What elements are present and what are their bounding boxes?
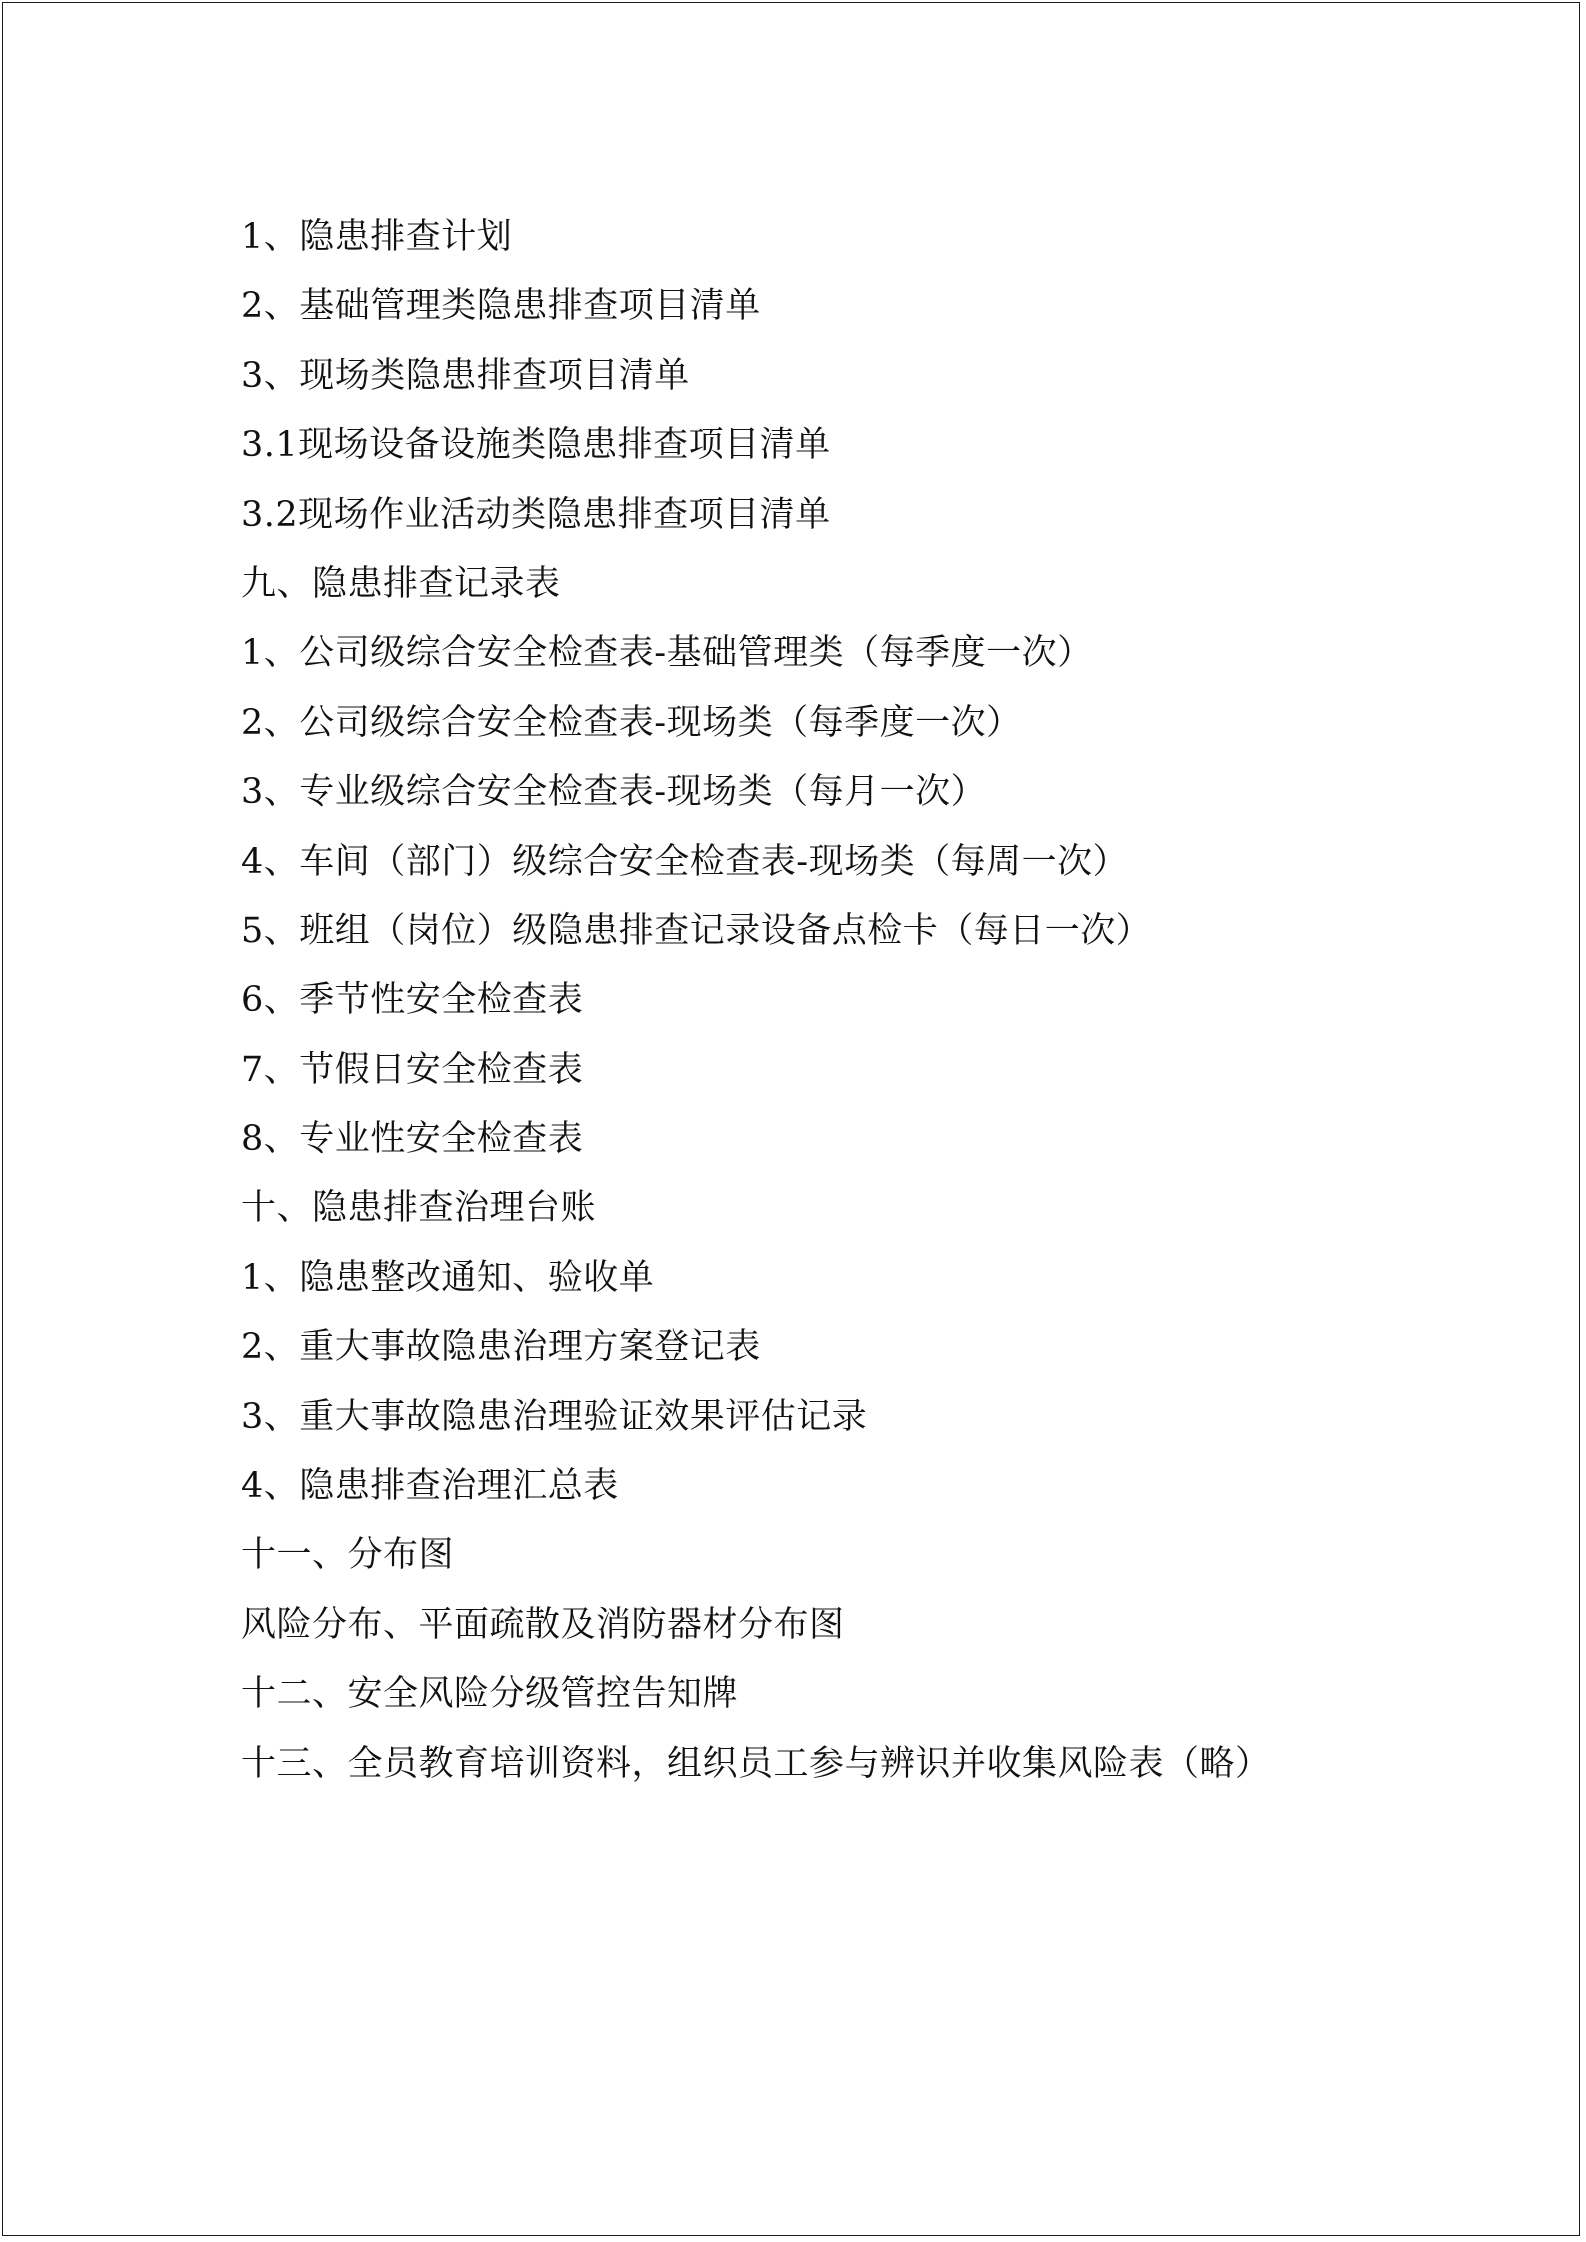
list-item: 2、公司级综合安全检查表-现场类（每季度一次）	[241, 702, 1022, 743]
document-body	[241, 203, 1519, 1799]
list-item: 3.2现场作业活动类隐患排查项目清单	[241, 494, 831, 535]
list-item: 3.1现场设备设施类隐患排查项目清单	[241, 425, 831, 466]
section-heading: 十、隐患排查治理台账	[241, 1188, 597, 1229]
list-item: 8、专业性安全检查表	[241, 1119, 584, 1160]
section-heading: 十一、分布图	[241, 1535, 455, 1576]
page	[2, 2, 1580, 2236]
section-heading: 十二、安全风险分级管控告知牌	[241, 1674, 739, 1715]
list-item: 2、基础管理类隐患排查项目清单	[241, 286, 761, 327]
section-heading: 十三、全员教育培训资料，组织员工参与辨识并收集风险表（略）	[241, 1743, 1271, 1784]
list-item: 3、重大事故隐患治理验证效果评估记录	[241, 1396, 868, 1437]
list-item: 3、专业级综合安全检查表-现场类（每月一次）	[241, 772, 987, 813]
section-heading: 九、隐患排查记录表	[241, 563, 561, 604]
list-item: 7、节假日安全检查表	[241, 1049, 584, 1090]
list-item: 2、重大事故隐患治理方案登记表	[241, 1327, 761, 1368]
list-item: 3、现场类隐患排查项目清单	[241, 355, 690, 396]
list-item: 1、隐患整改通知、验收单	[241, 1257, 655, 1298]
list-item: 4、车间（部门）级综合安全检查表-现场类（每周一次）	[241, 841, 1129, 882]
list-item: 4、隐患排查治理汇总表	[241, 1466, 619, 1507]
list-item: 风险分布、平面疏散及消防器材分布图	[241, 1604, 845, 1645]
list-item: 1、公司级综合安全检查表-基础管理类（每季度一次）	[241, 633, 1093, 674]
list-item: 1、隐患排查计划	[241, 217, 513, 257]
list-item: 6、季节性安全检查表	[241, 980, 584, 1021]
list-item: 5、班组（岗位）级隐患排查记录设备点检卡（每日一次）	[241, 910, 1152, 951]
